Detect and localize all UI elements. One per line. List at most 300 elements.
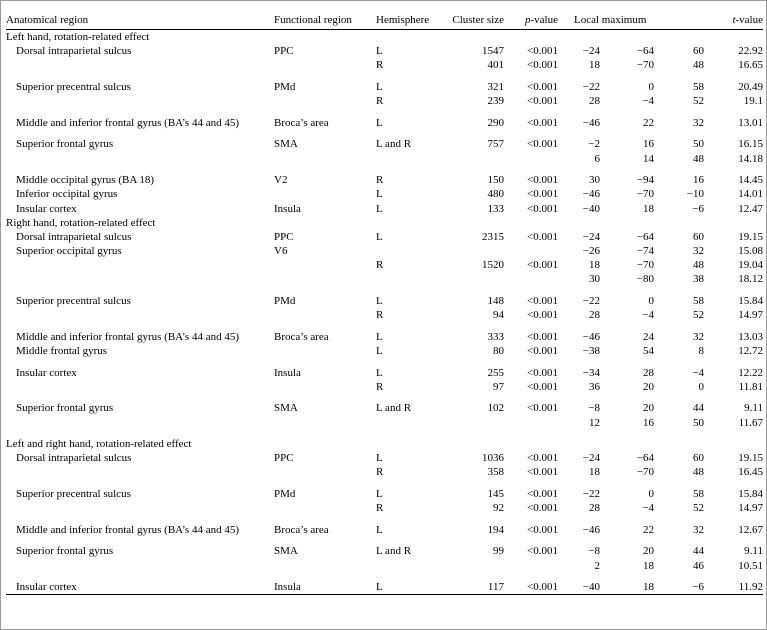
p-value-cell (504, 559, 558, 573)
table-row (6, 559, 763, 573)
p-value-cell: <0.001 (527, 488, 558, 501)
local-max-y-cell: −4 (642, 309, 654, 322)
results-table (6, 10, 763, 595)
local-max-z-cell: 48 (693, 259, 704, 272)
table-row (6, 344, 763, 358)
anatomical-region-cell: Superior frontal gyrus (16, 138, 114, 151)
p-value-cell: <0.001 (527, 380, 558, 393)
anatomical-region-cell (6, 308, 274, 322)
spacer-row (6, 394, 763, 401)
local-max-z-cell: 16 (693, 174, 704, 187)
anatomical-region-cell: Middle and inferior frontal gyrus (BA’s 44 and 45) (16, 116, 240, 129)
table-row (6, 544, 763, 558)
local-max-y-cell: 22 (643, 116, 654, 129)
hemisphere-cell: L and R (376, 138, 412, 151)
cluster-size-cell: 148 (487, 295, 504, 308)
local-max-x-cell: −2 (588, 138, 600, 151)
hemisphere-cell: L (376, 116, 383, 129)
spacer-row (6, 430, 763, 437)
table-row (6, 151, 763, 165)
cluster-size-cell: 194 (487, 523, 504, 536)
local-max-y-cell: −4 (642, 502, 654, 515)
cluster-size-cell (452, 244, 504, 258)
local-max-y-cell: −64 (636, 230, 654, 243)
local-max-y-cell: −64 (636, 452, 654, 465)
functional-region-cell (274, 272, 376, 286)
anatomical-region-cell: Superior frontal gyrus (16, 402, 114, 415)
p-value-cell: <0.001 (527, 402, 558, 415)
local-max-x-cell: 28 (589, 502, 600, 515)
anatomical-region-cell (6, 58, 274, 72)
anatomical-region-cell: Insular cortex (6, 580, 274, 595)
t-value-cell: 15.84 (738, 488, 763, 501)
cluster-size-cell: 1036 (482, 452, 504, 465)
local-max-y-cell: −4 (642, 95, 654, 108)
t-value-cell: 19.15 (738, 230, 763, 243)
cluster-size-cell: 480 (487, 188, 504, 201)
hemisphere-cell (376, 559, 452, 573)
local-max-z-cell: 32 (693, 116, 704, 129)
t-value-cell: 16.45 (738, 466, 763, 479)
local-max-z-cell: 60 (693, 452, 704, 465)
cluster-size-cell: 117 (452, 580, 504, 595)
table-row (6, 501, 763, 515)
t-value-cell: 14.45 (738, 174, 763, 187)
table-row (6, 580, 763, 595)
p-value-cell: <0.001 (527, 330, 558, 343)
header-p-symbol: p (525, 13, 531, 26)
local-max-x-cell: 12 (589, 416, 600, 429)
t-value-cell: 14.01 (738, 188, 763, 201)
local-max-y-cell: 18 (600, 580, 654, 595)
local-max-y-cell: 18 (643, 202, 654, 215)
local-max-x-cell: 18 (589, 259, 600, 272)
functional-region-cell: PPC (274, 452, 294, 465)
t-value-cell: 14.97 (738, 502, 763, 515)
local-max-z-cell: −6 (654, 580, 704, 595)
t-value-cell: 14.18 (738, 152, 763, 165)
local-max-z-cell: 60 (693, 45, 704, 58)
cluster-size-cell: 145 (487, 488, 504, 501)
anatomical-region-cell (6, 415, 274, 429)
spacer-row (6, 108, 763, 115)
t-value-cell: 11.92 (704, 580, 763, 595)
local-max-y-cell: −70 (636, 466, 654, 479)
cluster-size-cell (452, 559, 504, 573)
functional-region-cell (274, 344, 376, 358)
hemisphere-cell: R (376, 380, 384, 393)
hemisphere-cell: L (376, 366, 383, 379)
anatomical-region-cell (6, 94, 274, 108)
functional-region-cell (274, 415, 376, 429)
table-row (6, 137, 763, 151)
cluster-size-cell: 133 (487, 202, 504, 215)
cluster-size-cell: 255 (487, 366, 504, 379)
t-value-cell: 15.08 (738, 245, 763, 258)
t-value-cell: 9.11 (744, 402, 763, 415)
anatomical-region-cell: Middle occipital gyrus (BA 18) (16, 174, 155, 187)
hemisphere-cell: L (376, 45, 383, 58)
table-row (6, 308, 763, 322)
t-value-cell: 13.03 (738, 330, 763, 343)
anatomical-region-cell: Superior occipital gyrus (16, 245, 122, 258)
t-value-cell: 14.97 (738, 309, 763, 322)
local-max-x-cell: 30 (589, 174, 600, 187)
anatomical-region-cell: Middle and inferior frontal gyrus (BA’s 44 and 45) (16, 523, 240, 536)
p-value-cell: <0.001 (527, 81, 558, 94)
header-p-suffix: -value (530, 13, 558, 26)
table-row (6, 294, 763, 308)
cluster-size-cell: 94 (493, 309, 504, 322)
local-max-z-cell: 32 (693, 245, 704, 258)
table-row (6, 116, 763, 130)
local-max-y-cell: −70 (636, 188, 654, 201)
table-row (6, 523, 763, 537)
functional-region-cell: PPC (274, 230, 294, 243)
local-max-z-cell: 38 (693, 273, 704, 286)
local-max-y-cell: 54 (643, 345, 654, 357)
table-header-row (6, 10, 763, 30)
p-value-cell: <0.001 (527, 259, 558, 272)
functional-region-cell: Insula (274, 366, 301, 379)
local-max-y-cell: 20 (643, 545, 654, 558)
hemisphere-cell: R (376, 174, 384, 187)
anatomical-region-cell (6, 151, 274, 165)
t-value-cell: 11.81 (738, 380, 763, 393)
p-value-cell: <0.001 (527, 523, 558, 536)
table-row (6, 244, 763, 258)
local-max-x-cell: −8 (588, 402, 600, 415)
header-p-value (504, 10, 558, 30)
header-anatomical-region: Anatomical region (6, 10, 274, 30)
t-value-cell: 18.12 (738, 273, 763, 286)
hemisphere-cell: L and R (376, 545, 412, 558)
p-value-cell: <0.001 (527, 345, 558, 357)
p-value-cell: <0.001 (527, 466, 558, 479)
spacer-row (6, 480, 763, 487)
local-max-x-cell: −46 (582, 330, 600, 343)
anatomical-region-cell (6, 380, 274, 394)
cluster-size-cell: 239 (487, 95, 504, 108)
functional-region-cell: V6 (274, 245, 288, 258)
p-value-cell: <0.001 (527, 174, 558, 187)
local-max-y-cell: 14 (643, 152, 654, 165)
hemisphere-cell: L (376, 230, 383, 243)
local-max-z-cell: −4 (692, 366, 704, 379)
local-max-x-cell: −8 (588, 545, 600, 558)
p-value-cell: <0.001 (527, 452, 558, 465)
functional-region-cell (274, 559, 376, 573)
p-value-cell: <0.001 (504, 580, 558, 595)
cluster-size-cell: 321 (487, 81, 504, 94)
section-header-row (6, 216, 763, 230)
p-value-cell: <0.001 (527, 202, 558, 215)
local-max-z-cell: 52 (693, 95, 704, 108)
spacer-row (6, 537, 763, 544)
p-value-cell: <0.001 (527, 502, 558, 515)
functional-region-cell: PMd (274, 81, 296, 94)
local-max-y-cell: 0 (648, 295, 654, 308)
section-title: Left and right hand, rotation-related effect (6, 438, 192, 451)
table-row (6, 94, 763, 108)
anatomical-region-cell: Middle and inferior frontal gyrus (BA’s 44 and 45) (16, 330, 240, 343)
header-hemisphere: Hemisphere (376, 10, 452, 30)
cluster-size-cell: 1547 (482, 45, 504, 58)
t-value-cell: 11.67 (738, 416, 763, 429)
local-max-x-cell: −22 (582, 488, 600, 501)
local-max-z-cell: 60 (693, 230, 704, 243)
anatomical-region-cell: Middle frontal gyrus (16, 345, 108, 357)
functional-region-cell: SMA (274, 545, 298, 558)
local-max-x-cell: 18 (589, 466, 600, 479)
local-max-y-cell: 20 (643, 402, 654, 415)
header-cluster-size: Cluster size (452, 10, 504, 30)
functional-region-cell: Insula (274, 580, 376, 595)
anatomical-region-cell: Insular cortex (16, 202, 77, 215)
header-t-value (704, 10, 763, 30)
spacer-row (6, 515, 763, 522)
p-value-cell: <0.001 (527, 188, 558, 201)
local-max-x-cell: −24 (582, 230, 600, 243)
p-value-cell: <0.001 (527, 116, 558, 129)
table-row (6, 230, 763, 244)
cluster-size-cell: 99 (493, 545, 504, 558)
table-row (6, 330, 763, 344)
hemisphere-cell: R (376, 95, 384, 108)
hemisphere-cell: L (376, 345, 383, 357)
local-max-x-cell: −26 (582, 245, 600, 258)
table-row (6, 58, 763, 72)
cluster-size-cell (452, 415, 504, 429)
t-value-cell: 12.22 (738, 366, 763, 379)
local-max-x-cell: 2 (594, 559, 600, 572)
t-value-cell: 15.84 (738, 295, 763, 308)
spacer-row (6, 322, 763, 329)
functional-region-cell: V2 (274, 174, 288, 187)
header-t-suffix: -value (735, 13, 763, 26)
anatomical-region-cell: Insular cortex (16, 366, 77, 379)
local-max-y-cell: 0 (648, 81, 654, 94)
local-max-z-cell: 58 (693, 295, 704, 308)
hemisphere-cell: R (376, 466, 384, 479)
t-value-cell: 16.15 (738, 138, 763, 151)
local-max-y-cell: 28 (643, 366, 654, 379)
functional-region-cell: PPC (274, 45, 294, 58)
cluster-size-cell: 1520 (482, 259, 504, 272)
local-max-z-cell: 50 (693, 138, 704, 151)
t-value-cell: 16.65 (738, 59, 763, 72)
anatomical-region-cell (6, 258, 274, 272)
local-max-x-cell: 30 (589, 273, 600, 286)
hemisphere-cell: L (376, 330, 383, 343)
section-title: Right hand, rotation-related effect (6, 216, 156, 229)
anatomical-region-cell (6, 501, 274, 515)
hemisphere-cell: L (376, 452, 383, 465)
local-max-x-cell: −46 (582, 523, 600, 536)
header-t-symbol: t (732, 13, 736, 26)
table-row (6, 258, 763, 272)
local-max-z-cell: −6 (692, 202, 704, 215)
p-value-cell (504, 415, 558, 429)
local-max-x-cell: −40 (582, 202, 600, 215)
t-value-cell: 9.11 (744, 545, 763, 558)
cluster-size-cell: 97 (493, 380, 504, 393)
functional-region-cell: PMd (274, 295, 296, 308)
hemisphere-cell: L (376, 580, 452, 595)
header-local-maximum (558, 10, 704, 30)
anatomical-region-cell: Inferior occipital gyrus (16, 188, 118, 201)
local-max-y-cell: 18 (643, 559, 654, 572)
p-value-cell: <0.001 (527, 309, 558, 322)
functional-region-cell: SMA (274, 402, 298, 415)
local-max-z-cell: 58 (693, 488, 704, 501)
cluster-size-cell: 333 (487, 330, 504, 343)
table-row (6, 272, 763, 286)
local-max-z-cell: 32 (693, 523, 704, 536)
p-value-cell: <0.001 (527, 95, 558, 108)
local-max-x-cell: 36 (589, 380, 600, 393)
spacer-row (6, 130, 763, 137)
table-row (6, 187, 763, 201)
table-row (6, 465, 763, 479)
hemisphere-cell (376, 151, 452, 165)
t-value-cell: 12.72 (738, 345, 763, 357)
local-max-x-cell: −46 (582, 188, 600, 201)
functional-region-cell: Broca’s area (274, 116, 329, 129)
hemisphere-cell: R (376, 59, 384, 72)
local-max-z-cell: 48 (693, 152, 704, 165)
local-max-y-cell: 16 (643, 138, 654, 151)
hemisphere-cell: L (376, 188, 383, 201)
anatomical-region-cell: Dorsal intraparietal sulcus (16, 452, 132, 465)
t-value-cell: 22.92 (738, 45, 763, 58)
table-row (6, 487, 763, 501)
table-row (6, 415, 763, 429)
p-value-cell: <0.001 (527, 45, 558, 58)
local-max-x-cell: −24 (582, 452, 600, 465)
anatomical-region-cell: Superior precentral sulcus (16, 81, 131, 94)
p-value-cell: <0.001 (527, 295, 558, 308)
functional-region-cell (274, 501, 376, 515)
cluster-size-cell (452, 151, 504, 165)
table-body (6, 30, 763, 595)
local-max-y-cell: −94 (636, 174, 654, 187)
t-value-cell: 19.15 (738, 452, 763, 465)
local-max-x-cell: −22 (582, 81, 600, 94)
cluster-size-cell: 2315 (482, 230, 504, 243)
functional-region-cell: PMd (274, 488, 296, 501)
anatomical-region-cell (6, 559, 274, 573)
functional-region-cell (274, 380, 376, 394)
spacer-row (6, 73, 763, 80)
functional-region-cell (274, 308, 376, 322)
local-max-z-cell: 44 (693, 545, 704, 558)
functional-region-cell (274, 94, 376, 108)
anatomical-region-cell: Superior frontal gyrus (16, 545, 114, 558)
local-max-z-cell: 8 (698, 345, 704, 357)
p-value-cell: <0.001 (527, 138, 558, 151)
local-max-z-cell: 58 (693, 81, 704, 94)
section-header-row (6, 30, 763, 45)
cluster-size-cell: 358 (487, 466, 504, 479)
functional-region-cell (274, 151, 376, 165)
local-max-z-cell: −10 (686, 188, 704, 201)
p-value-cell: <0.001 (527, 59, 558, 72)
hemisphere-cell (376, 244, 452, 258)
local-max-x-cell: 18 (589, 59, 600, 72)
local-max-y-cell: −70 (636, 59, 654, 72)
hemisphere-cell: L (376, 295, 383, 308)
table-row (6, 201, 763, 215)
table-row (6, 80, 763, 94)
local-max-y-cell: 0 (648, 488, 654, 501)
t-value-cell: 20.49 (738, 81, 763, 94)
local-max-x-cell: −22 (582, 295, 600, 308)
hemisphere-cell: L (376, 202, 383, 215)
local-max-z-cell: 52 (693, 502, 704, 515)
local-max-y-cell: −70 (636, 259, 654, 272)
local-max-y-cell: −80 (636, 273, 654, 286)
table-row (6, 451, 763, 465)
cluster-size-cell: 150 (487, 174, 504, 187)
local-max-z-cell: 50 (693, 416, 704, 429)
local-max-z-cell: 52 (693, 309, 704, 322)
table-row (6, 401, 763, 415)
local-max-y-cell: 24 (643, 330, 654, 343)
functional-region-cell: Broca’s area (274, 523, 329, 536)
spacer-row (6, 287, 763, 294)
t-value-cell: 19.1 (743, 95, 763, 108)
anatomical-region-cell (6, 272, 274, 286)
cluster-size-cell: 102 (487, 402, 504, 415)
hemisphere-cell: L (376, 523, 383, 536)
local-max-z-cell: 48 (693, 59, 704, 72)
p-value-cell: <0.001 (527, 545, 558, 558)
p-value-cell: <0.001 (527, 230, 558, 243)
anatomical-region-cell: Dorsal intraparietal sulcus (16, 230, 132, 243)
local-max-x-cell: 28 (589, 309, 600, 322)
cluster-size-cell: 290 (487, 116, 504, 129)
hemisphere-cell: L and R (376, 402, 412, 415)
anatomical-region-cell: Superior precentral sulcus (16, 488, 131, 501)
functional-region-cell (274, 58, 376, 72)
local-max-x-cell: 6 (594, 152, 600, 165)
section-title: Left hand, rotation-related effect (6, 31, 150, 44)
t-value-cell: 13.01 (738, 116, 763, 129)
local-max-z-cell: 46 (693, 559, 704, 572)
table-row (6, 173, 763, 187)
cluster-size-cell: 80 (493, 345, 504, 357)
table-row (6, 44, 763, 58)
table-row (6, 380, 763, 394)
anatomical-region-cell: Dorsal intraparietal sulcus (16, 45, 132, 58)
table-row (6, 365, 763, 379)
header-local-maximum-label: Local maximum (574, 13, 647, 26)
local-max-y-cell: 22 (643, 523, 654, 536)
anatomical-region-cell: Superior precentral sulcus (16, 295, 131, 308)
p-value-cell (504, 244, 558, 258)
functional-region-cell: SMA (274, 138, 298, 151)
hemisphere-cell: R (376, 259, 384, 272)
hemisphere-cell: R (376, 309, 384, 322)
t-value-cell: 10.51 (738, 559, 763, 572)
t-value-cell: 12.47 (738, 202, 763, 215)
hemisphere-cell: R (376, 502, 384, 515)
local-max-y-cell: 16 (643, 416, 654, 429)
hemisphere-cell: L (376, 81, 383, 94)
spacer-row (6, 573, 763, 580)
functional-region-cell: Insula (274, 202, 301, 215)
